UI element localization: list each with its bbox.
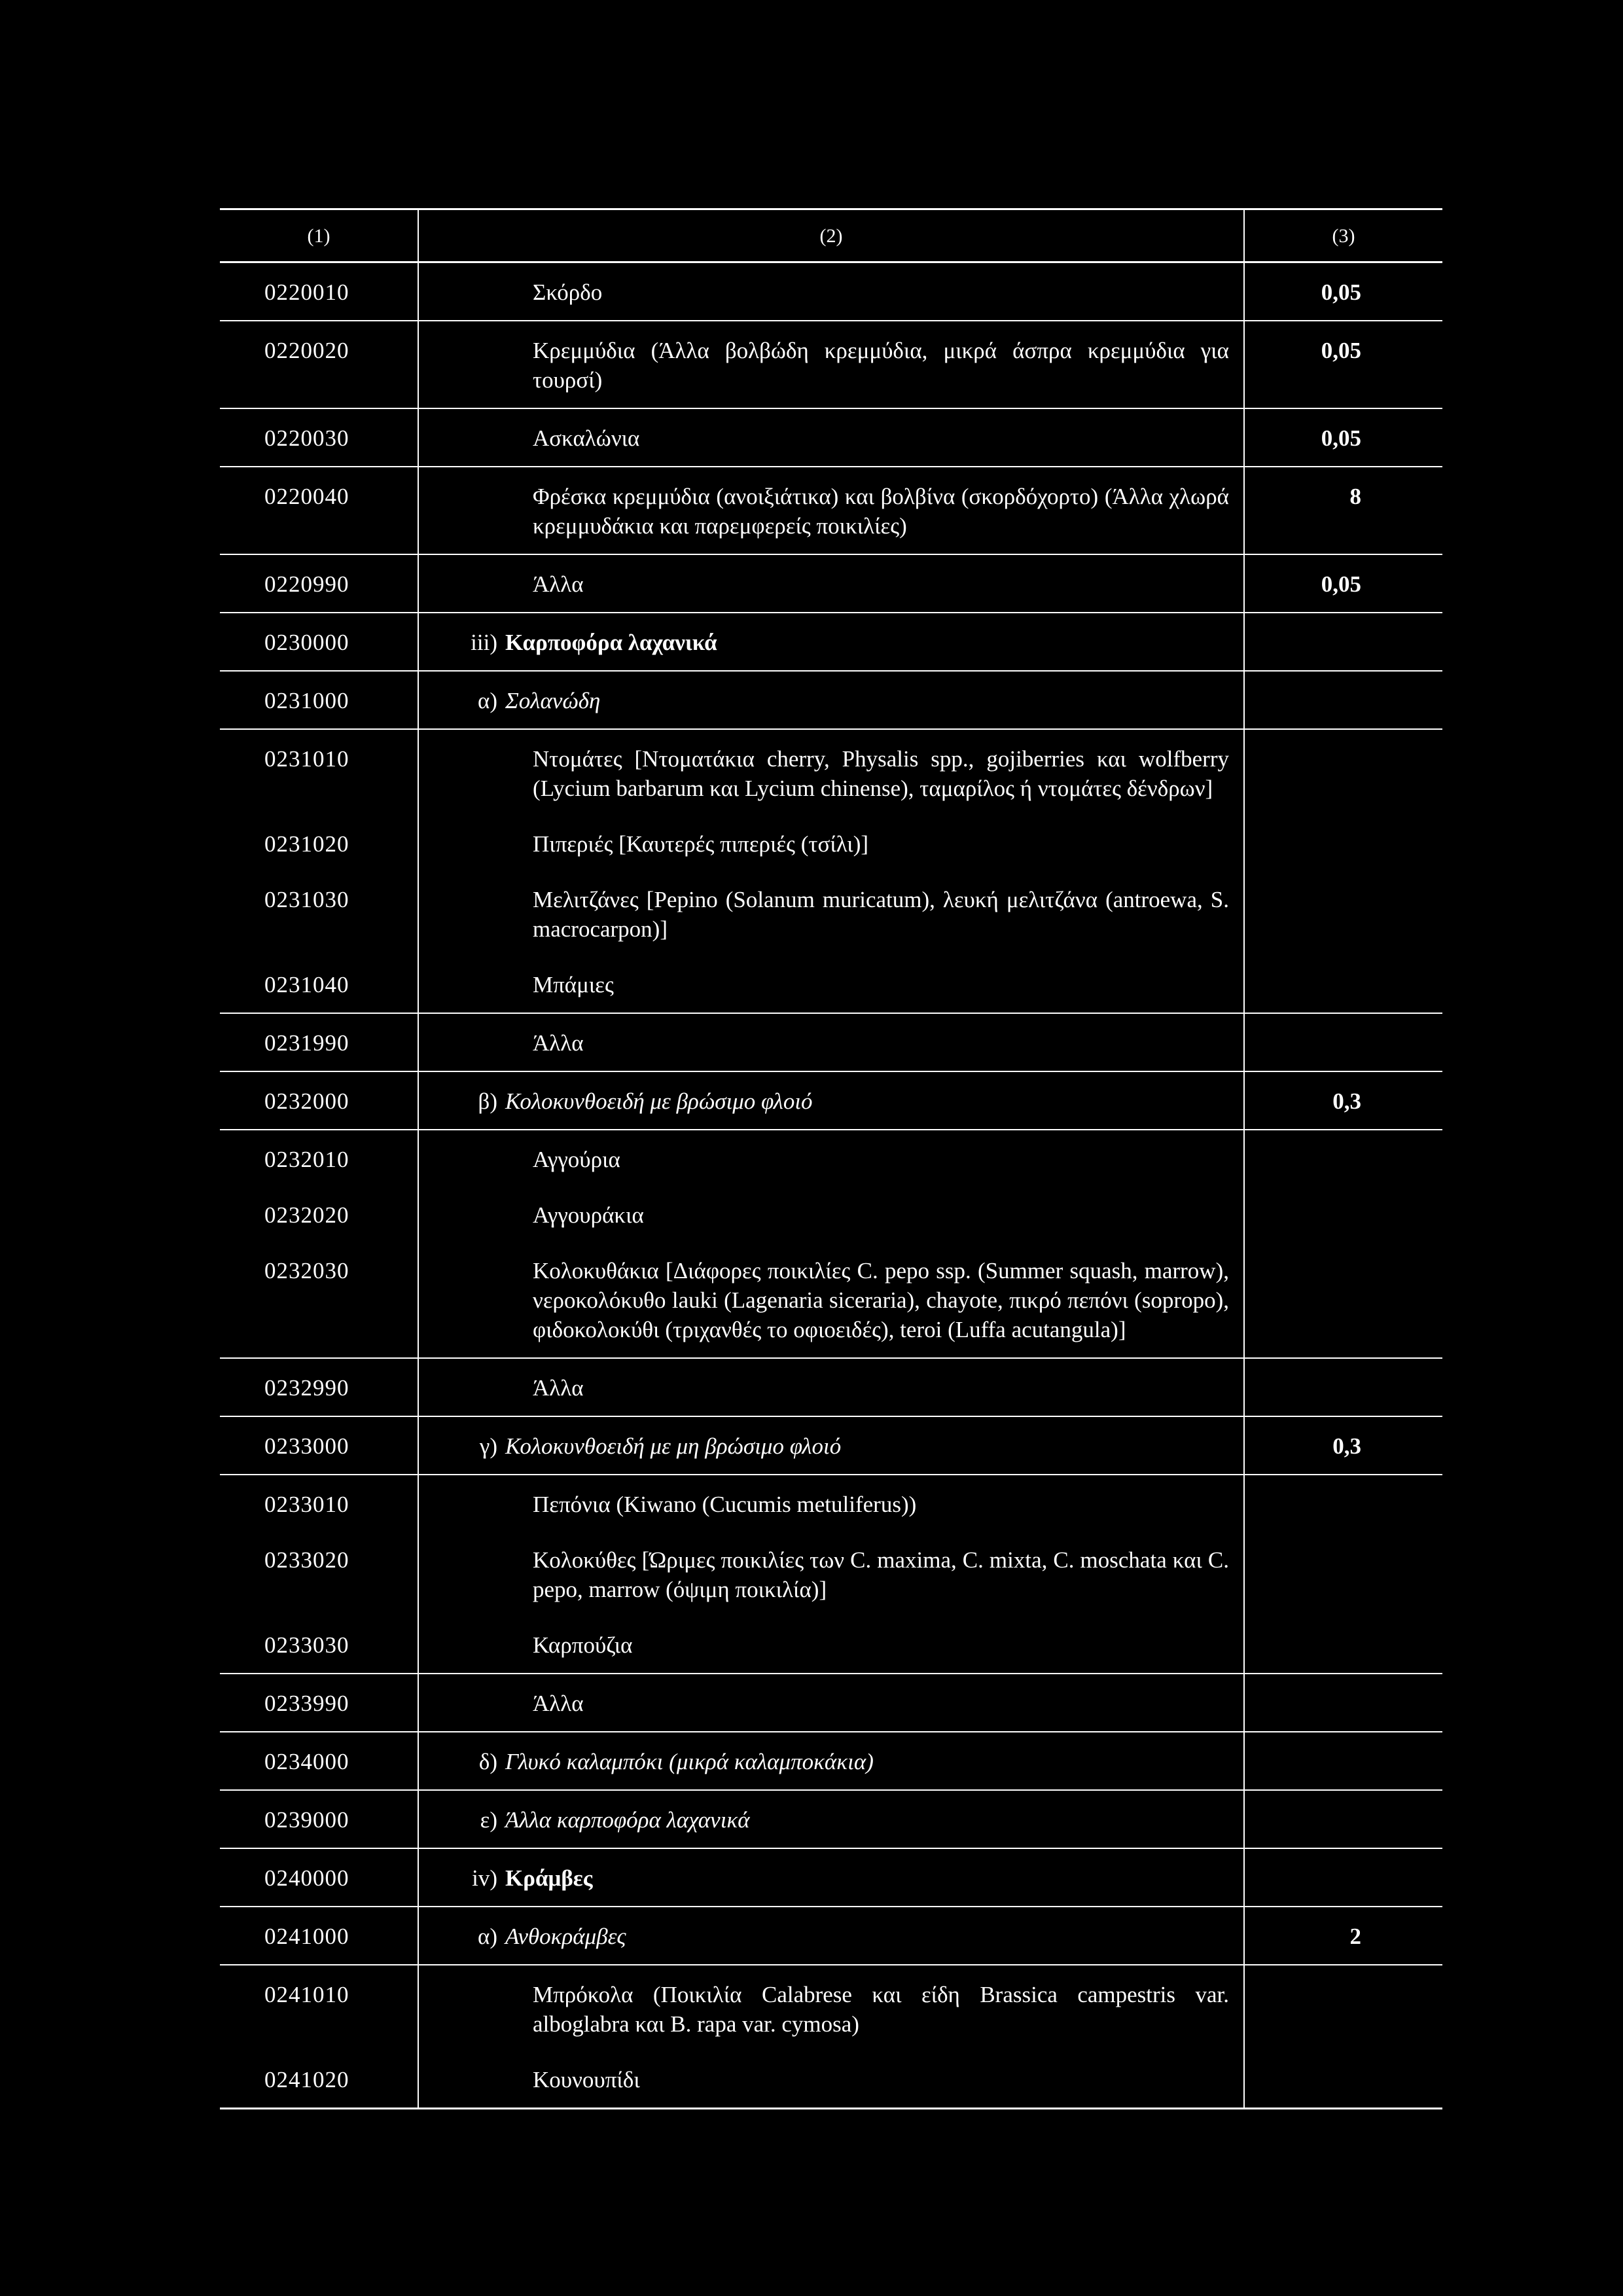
subgroup-marker: γ) bbox=[479, 1433, 497, 1459]
item-marker bbox=[419, 423, 533, 453]
table-row bbox=[220, 1186, 1442, 1242]
item-marker bbox=[419, 1545, 533, 1604]
table-header-row bbox=[220, 209, 1442, 262]
header-col2: (2) bbox=[418, 209, 1244, 262]
mrl-value bbox=[1244, 1358, 1442, 1416]
mrl-value bbox=[1244, 1674, 1442, 1732]
product-name: Μπάμιες bbox=[533, 972, 614, 997]
group-marker: iii) bbox=[471, 630, 497, 655]
mrl-value bbox=[1244, 1242, 1442, 1358]
group-name: Καρποφόρα λαχανικά bbox=[505, 630, 717, 655]
product-name: Ασκαλώνια bbox=[533, 425, 640, 451]
product-code: 0220040 bbox=[220, 467, 418, 554]
mrl-value: 0,3 bbox=[1244, 1416, 1442, 1475]
subgroup-marker: α) bbox=[478, 688, 497, 713]
subgroup-name: Άλλα καρποφόρα λαχανικά bbox=[505, 1807, 750, 1833]
table-row bbox=[220, 321, 1442, 408]
product-name: Σκόρδο bbox=[533, 279, 603, 305]
product-name: Ντομάτες [Ντοματάκια cherry, Physalis spp., gojiberries και wolfberry (Lycium barbarum και Lycium chinense), ταμαρίλος ή ντομάτες δένδρων] bbox=[533, 746, 1229, 801]
item-marker bbox=[419, 1200, 533, 1230]
mrl-value bbox=[1244, 1732, 1442, 1790]
mrl-value: 0,05 bbox=[1244, 554, 1442, 613]
table-row bbox=[220, 870, 1442, 956]
mrl-value bbox=[1244, 729, 1442, 815]
subgroup-marker: α) bbox=[478, 1924, 497, 1949]
table-row bbox=[220, 671, 1442, 729]
table-row bbox=[220, 408, 1442, 467]
product-code: 0239000 bbox=[220, 1790, 418, 1848]
product-name: Άλλα bbox=[533, 571, 584, 597]
subgroup-marker: ε) bbox=[480, 1807, 497, 1833]
table-row bbox=[220, 1130, 1442, 1186]
item-marker bbox=[419, 885, 533, 944]
header-col3: (3) bbox=[1244, 209, 1442, 262]
table-row bbox=[220, 1531, 1442, 1616]
product-name: Άλλα bbox=[533, 1375, 584, 1401]
product-name: Κολοκυθάκια [Διάφορες ποικιλίες C. pepo ssp. (Summer squash, marrow), νεροκολόκυθο lauki (Lagenaria siceraria), chayote, πικρό πεπόνι (sopropo), φιδοκολοκύθι (τριχανθές το οφιοειδές), teroi (Luffa acutangula)] bbox=[533, 1258, 1229, 1342]
product-code: 0231990 bbox=[220, 1013, 418, 1071]
table-row bbox=[220, 1416, 1442, 1475]
mrl-value bbox=[1244, 1790, 1442, 1848]
product-name: Πεπόνια (Kiwano (Cucumis metuliferus)) bbox=[533, 1492, 917, 1517]
table-row bbox=[220, 1907, 1442, 1965]
table-row bbox=[220, 1965, 1442, 2051]
mrl-value bbox=[1244, 1475, 1442, 1531]
mrl-value: 0,05 bbox=[1244, 408, 1442, 467]
mrl-value bbox=[1244, 1013, 1442, 1071]
table-row bbox=[220, 815, 1442, 870]
product-name: Αγγούρια bbox=[533, 1147, 620, 1172]
mrl-value bbox=[1244, 1965, 1442, 2051]
product-code: 0234000 bbox=[220, 1732, 418, 1790]
mrl-value: 8 bbox=[1244, 467, 1442, 554]
product-code: 0240000 bbox=[220, 1848, 418, 1907]
table-row bbox=[220, 1732, 1442, 1790]
product-code: 0232010 bbox=[264, 1147, 349, 1172]
mrl-value bbox=[1244, 2051, 1442, 2109]
product-name: Μελιτζάνες [Pepino (Solanum muricatum), λευκή μελιτζάνα (antroewa, S. macrocarpon)] bbox=[533, 887, 1229, 942]
product-code: 0241020 bbox=[220, 2051, 418, 2109]
product-code: 0231030 bbox=[264, 887, 349, 912]
product-code: 0231040 bbox=[220, 956, 418, 1013]
mrl-value: 2 bbox=[1244, 1907, 1442, 1965]
subgroup-name: Γλυκό καλαμπόκι (μικρά καλαμποκάκια) bbox=[505, 1749, 874, 1774]
product-code: 0232030 bbox=[220, 1242, 418, 1358]
mrl-value bbox=[1244, 1531, 1442, 1616]
product-name: Κολοκύθες [Ώριμες ποικιλίες των C. maxima, C. mixta, C. moschata και C. pepo, marrow (όψιμη ποικιλία)] bbox=[533, 1547, 1229, 1602]
product-code: 0231020 bbox=[264, 831, 349, 857]
item-marker bbox=[419, 569, 533, 599]
mrl-value bbox=[1244, 1130, 1442, 1186]
product-code: 0231010 bbox=[264, 746, 349, 772]
table-row bbox=[220, 262, 1442, 321]
product-code: 0233020 bbox=[264, 1547, 349, 1573]
item-marker bbox=[419, 1490, 533, 1519]
product-code: 0233000 bbox=[220, 1416, 418, 1475]
table-row bbox=[220, 1242, 1442, 1358]
item-marker bbox=[419, 1373, 533, 1403]
subgroup-name: Κολοκυνθοειδή με βρώσιμο φλοιό bbox=[505, 1088, 813, 1114]
item-marker bbox=[419, 1145, 533, 1174]
table-row bbox=[220, 1848, 1442, 1907]
table-row bbox=[220, 1475, 1442, 1531]
mrl-value: 0,05 bbox=[1244, 262, 1442, 321]
subgroup-name: Κολοκυνθοειδή με μη βρώσιμο φλοιό bbox=[505, 1433, 842, 1459]
product-code: 0220990 bbox=[220, 554, 418, 613]
mrl-table bbox=[220, 208, 1442, 2109]
product-code: 0241010 bbox=[264, 1982, 349, 2007]
product-code: 0233030 bbox=[220, 1616, 418, 1674]
product-name: Κρεμμύδια (Άλλα βολβώδη κρεμμύδια, μικρά άσπρα κρεμμύδια για τουρσί) bbox=[533, 338, 1229, 393]
product-code: 0220020 bbox=[220, 321, 418, 408]
group-name: Κράμβες bbox=[505, 1865, 593, 1891]
table-row bbox=[220, 1071, 1442, 1130]
header-col1: (1) bbox=[220, 209, 418, 262]
product-name: Αγγουράκια bbox=[533, 1202, 644, 1228]
group-marker: iv) bbox=[472, 1865, 497, 1891]
table-row bbox=[220, 729, 1442, 815]
mrl-value bbox=[1244, 815, 1442, 870]
product-code: 0232020 bbox=[264, 1202, 349, 1228]
mrl-value bbox=[1244, 870, 1442, 956]
subgroup-marker: β) bbox=[478, 1088, 497, 1114]
product-code: 0233010 bbox=[264, 1492, 349, 1517]
subgroup-name: Σολανώδη bbox=[505, 688, 601, 713]
item-marker bbox=[419, 482, 533, 541]
mrl-value bbox=[1244, 1848, 1442, 1907]
table-row bbox=[220, 467, 1442, 554]
mrl-value bbox=[1244, 1616, 1442, 1674]
product-name: Φρέσκα κρεμμύδια (ανοιξιάτικα) και βολβίνα (σκορδόχορτο) (Άλλα χλωρά κρεμμυδάκια και παρεμφερείς ποικιλίες) bbox=[533, 484, 1229, 539]
item-marker bbox=[419, 1980, 533, 2039]
table-row bbox=[220, 2051, 1442, 2109]
product-code: 0220010 bbox=[220, 262, 418, 321]
product-name: Μπρόκολα (Ποικιλία Calabrese και είδη Brassica campestris var. alboglabra και B. rapa var. cymosa) bbox=[533, 1982, 1229, 2037]
product-code: 0230000 bbox=[220, 613, 418, 671]
product-code: 0231000 bbox=[220, 671, 418, 729]
table-row bbox=[220, 1616, 1442, 1674]
product-code: 0232000 bbox=[220, 1071, 418, 1130]
table-row bbox=[220, 1790, 1442, 1848]
item-marker bbox=[419, 744, 533, 803]
mrl-value: 0,05 bbox=[1244, 321, 1442, 408]
item-marker bbox=[419, 336, 533, 395]
subgroup-marker: δ) bbox=[478, 1749, 497, 1774]
item-marker bbox=[419, 1689, 533, 1718]
product-code: 0232990 bbox=[220, 1358, 418, 1416]
mrl-value bbox=[1244, 613, 1442, 671]
mrl-value bbox=[1244, 1186, 1442, 1242]
subgroup-name: Ανθοκράμβες bbox=[505, 1924, 626, 1949]
product-name: Άλλα bbox=[533, 1691, 584, 1716]
item-marker bbox=[419, 1028, 533, 1058]
product-name: Πιπεριές [Καυτερές πιπεριές (τσίλι)] bbox=[533, 831, 869, 857]
mrl-value bbox=[1244, 671, 1442, 729]
table-row bbox=[220, 1358, 1442, 1416]
item-marker bbox=[419, 1630, 533, 1660]
mrl-value bbox=[1244, 956, 1442, 1013]
table-row bbox=[220, 613, 1442, 671]
product-name: Καρπούζια bbox=[533, 1632, 633, 1658]
table-row bbox=[220, 1013, 1442, 1071]
product-code: 0220030 bbox=[220, 408, 418, 467]
product-code: 0233990 bbox=[220, 1674, 418, 1732]
item-marker bbox=[419, 278, 533, 307]
product-name: Άλλα bbox=[533, 1030, 584, 1056]
table-row bbox=[220, 956, 1442, 1013]
product-name: Κουνουπίδι bbox=[533, 2067, 640, 2092]
product-code: 0241000 bbox=[220, 1907, 418, 1965]
table-row bbox=[220, 1674, 1442, 1732]
item-marker bbox=[419, 829, 533, 859]
item-marker bbox=[419, 2065, 533, 2094]
item-marker bbox=[419, 1256, 533, 1344]
item-marker bbox=[419, 970, 533, 999]
table-row bbox=[220, 554, 1442, 613]
mrl-value: 0,3 bbox=[1244, 1071, 1442, 1130]
